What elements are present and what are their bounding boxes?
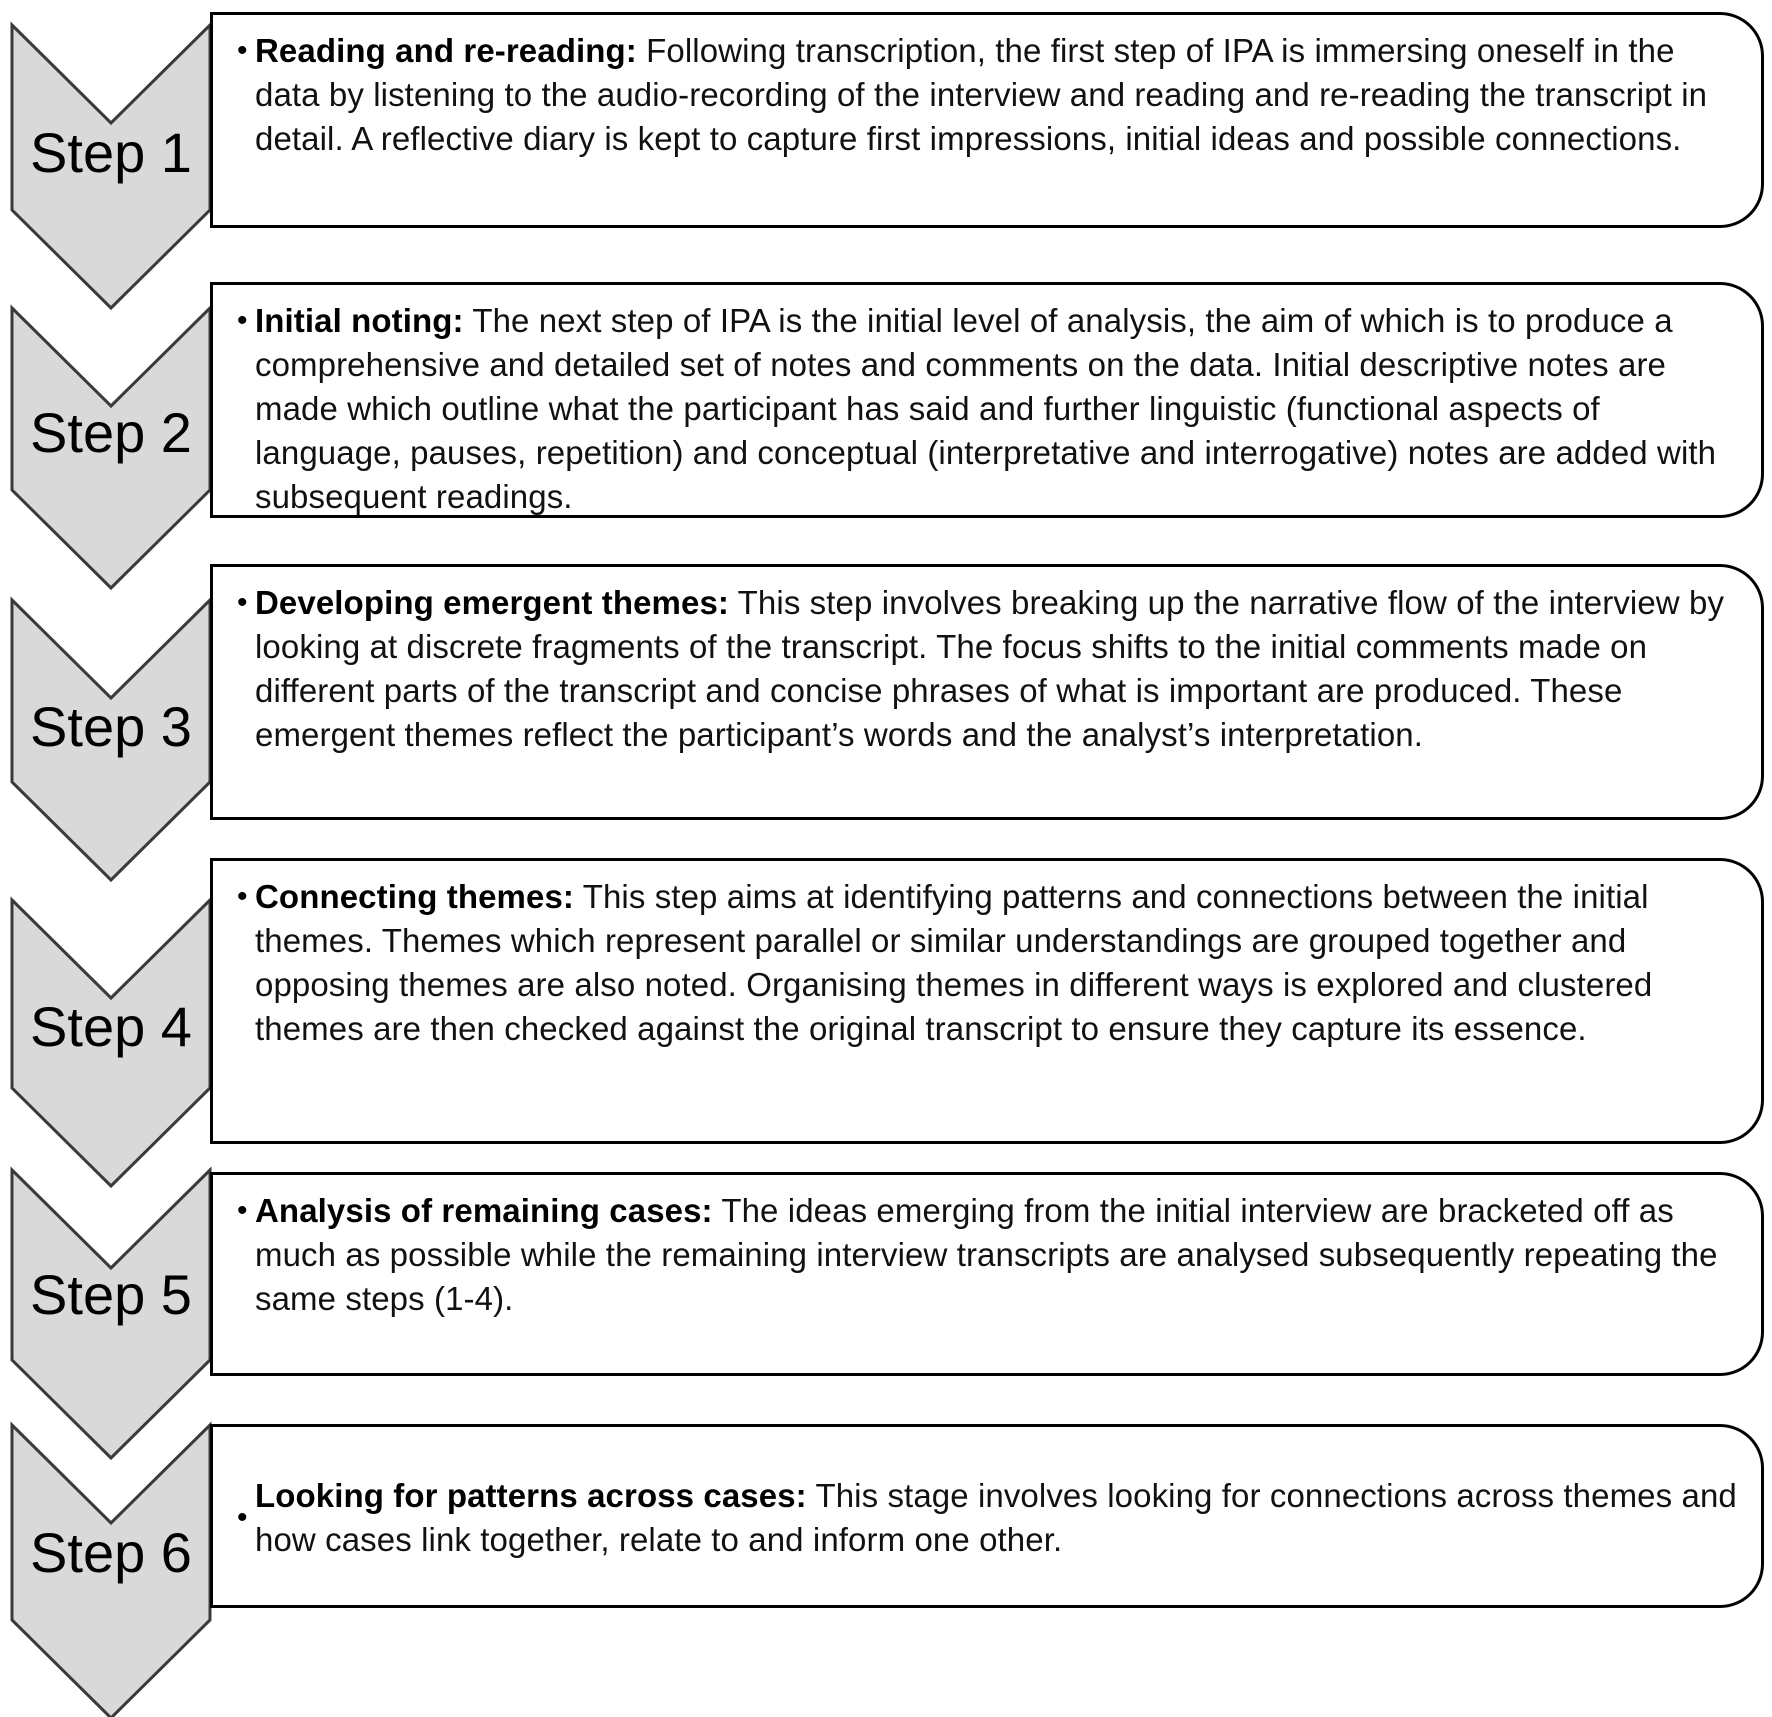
step-4-label: Step 4	[30, 995, 192, 1058]
step-3-body: This step involves breaking up the narrative flow of the interview by looking at discrete fragments of the transcript. The focus shifts to the initial comments made on different parts of the transcript and concise phrases of what is important are produced. These emergent themes reflect the participant’s words and the analyst’s interpretation.	[255, 584, 1725, 753]
step-6-body: This stage involves looking for connections across themes and how cases link together, relate to and inform one other.	[255, 1477, 1737, 1558]
step-2-heading: Initial noting:	[255, 302, 464, 339]
step-1-label: Step 1	[30, 121, 192, 184]
step-1-heading: Reading and re-reading:	[255, 32, 637, 69]
step-3-heading: Developing emergent themes:	[255, 584, 729, 621]
step-1-description	[255, 29, 1741, 161]
step-2-box	[210, 282, 1764, 518]
bullet-icon: •	[237, 1501, 248, 1534]
step-6-label: Step 6	[30, 1521, 192, 1584]
step-6-description	[255, 1474, 1741, 1562]
step-2-body: The next step of IPA is the initial level of analysis, the aim of which is to produce a comprehensive and detailed set of notes and comments on the data. Initial descriptive notes are made which outline what the participant has said and further linguistic (functional aspects of language, pauses, repetition) and conceptual (interpretative and interrogative) notes are added with subsequent readings.	[255, 302, 1717, 515]
step-5-box	[210, 1172, 1764, 1376]
bullet-icon: •	[237, 586, 248, 619]
step-5-description	[255, 1189, 1741, 1321]
step-5-body: The ideas emerging from the initial interview are bracketed off as much as possible while the remaining interview transcripts are analysed subsequently repeating the same steps (1-4).	[255, 1192, 1718, 1317]
step-4-body: This step aims at identifying patterns and connections between the initial themes. Themes which represent parallel or similar understandings are grouped together and opposing themes are also noted. Organising themes in different ways is explored and clustered themes are then checked against the original transcript to ensure they capture its essence.	[255, 878, 1653, 1047]
bullet-icon: •	[237, 304, 248, 337]
step-4-heading: Connecting themes:	[255, 878, 574, 915]
step-6-heading: Looking for patterns across cases:	[255, 1477, 807, 1514]
bullet-icon: •	[237, 1194, 248, 1227]
step-6-box	[210, 1424, 1764, 1608]
step-3-description	[255, 581, 1741, 757]
bullet-icon: •	[237, 880, 248, 913]
step-1-body: Following transcription, the first step of IPA is immersing oneself in the data by listening to the audio-recording of the interview and reading and re-reading the transcript in detail. A reflective diary is kept to capture first impressions, initial ideas and possible connections.	[255, 32, 1708, 157]
step-2-description	[255, 299, 1741, 519]
step-1-box	[210, 12, 1764, 228]
step-2-label: Step 2	[30, 401, 192, 464]
step-3-box	[210, 564, 1764, 820]
step-3-label: Step 3	[30, 695, 192, 758]
step-5-label: Step 5	[30, 1263, 192, 1326]
step-4-description	[255, 875, 1741, 1051]
bullet-icon: •	[237, 34, 248, 67]
step-4-box	[210, 858, 1764, 1144]
step-5-heading: Analysis of remaining cases:	[255, 1192, 713, 1229]
